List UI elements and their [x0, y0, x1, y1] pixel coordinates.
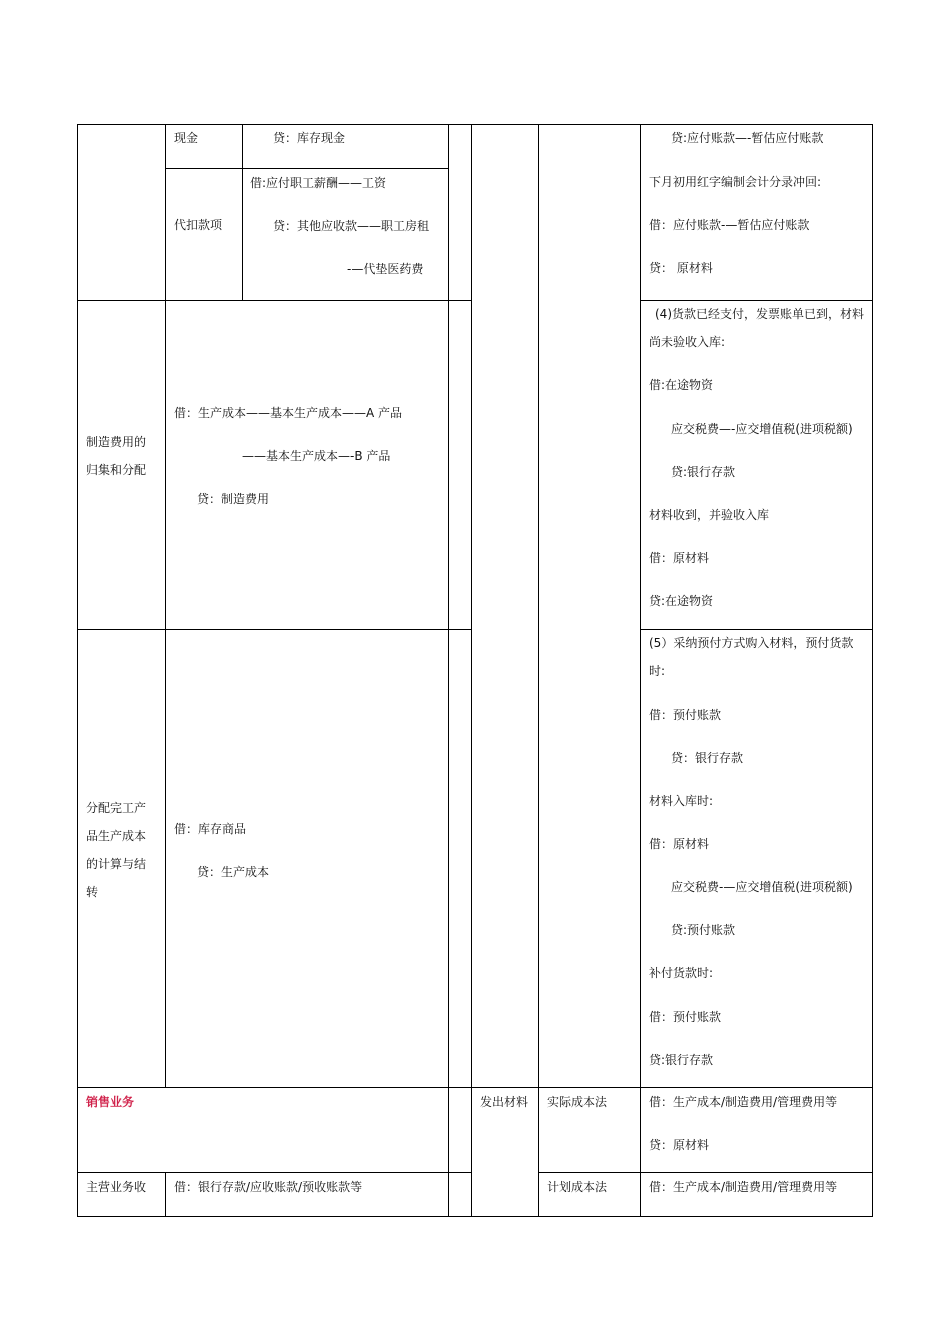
actual-cost-debit-entry: 借：生产成本/制造费用/管理费用等	[649, 1095, 838, 1109]
actual-cost-credit-entry: 贷：原材料	[649, 1138, 710, 1152]
finished-goods-label: 分配完工产	[86, 801, 147, 815]
table-rule	[165, 124, 166, 1087]
entry-line: 贷:应付账款—-暂估应付账款	[671, 131, 824, 145]
table-rule	[471, 124, 472, 1217]
entry-line: 贷:在途物资	[649, 594, 714, 608]
table-rule	[242, 168, 448, 169]
entry-line: 借：预付账款	[649, 1010, 722, 1024]
overhead-label: 制造费用的	[86, 435, 147, 449]
overhead-credit-entry: 贷：制造费用	[197, 492, 270, 506]
entry-line: 应交税费-—应交增值税(进项税额)	[671, 880, 853, 894]
table-rule	[165, 1172, 166, 1217]
finished-debit-entry: 借：库存商品	[174, 822, 247, 836]
entry-line: 补付货款时:	[649, 966, 714, 980]
table-rule	[242, 124, 243, 300]
table-rule	[448, 124, 449, 1217]
entry-line: 贷：银行存款	[671, 751, 744, 765]
overhead-debit-entry: 借：生产成本——基本生产成本——A 产品	[174, 406, 403, 420]
table-rule	[538, 124, 539, 1217]
withhold-credit-entry-2: -—代垫医药费	[347, 262, 424, 276]
entry-line: 借：应付账款-—暂估应付账款	[649, 218, 810, 232]
entry-line: 借：原材料	[649, 551, 710, 565]
finished-goods-label-3: 的计算与结	[86, 857, 147, 871]
table-border-right	[872, 124, 873, 1217]
table-rule	[77, 629, 471, 630]
main-revenue-debit-entry: 借：银行存款/应收账款/预收账款等	[174, 1180, 363, 1194]
table-border-top	[77, 124, 873, 125]
entry-line: 借：预付账款	[649, 708, 722, 722]
entry-line: 贷： 原材料	[649, 261, 713, 275]
sales-section-heading: 销售业务	[86, 1095, 135, 1109]
withhold-credit-entry: 贷：其他应收款——职工房租	[273, 219, 430, 233]
entry-line: 应交税费—-应交增值税(进项税额)	[671, 422, 853, 436]
withhold-label: 代扣款项	[174, 218, 223, 232]
entry-line: (5）采纳预付方式购入材料，预付货款	[649, 636, 854, 650]
table-rule	[640, 300, 873, 301]
entry-line: (4)货款已经支付，发票账单已到，材料	[655, 307, 864, 321]
withhold-debit-entry: 借:应付职工薪酬——工资	[250, 176, 387, 190]
actual-cost-method-label: 实际成本法	[547, 1095, 608, 1109]
entry-line: 贷:预付账款	[671, 923, 736, 937]
table-rule	[538, 1172, 873, 1173]
cash-label: 现金	[174, 131, 199, 145]
entry-line: 时:	[649, 664, 666, 678]
entry-line: 下月初用红字编制会计分录冲回:	[649, 175, 822, 189]
table-border-left	[77, 124, 78, 1217]
finished-goods-label-2: 品生产成本	[86, 829, 147, 843]
table-border-bottom	[77, 1216, 873, 1217]
entry-line: 贷:银行存款	[649, 1053, 714, 1067]
entry-line: 材料入库时:	[649, 794, 714, 808]
finished-goods-label-4: 转	[86, 885, 99, 899]
table-rule	[77, 1172, 471, 1173]
entry-line: 贷:银行存款	[671, 465, 736, 479]
table-rule	[77, 1087, 873, 1088]
table-rule	[77, 300, 471, 301]
table-rule	[640, 629, 873, 630]
finished-credit-entry: 贷：生产成本	[197, 865, 270, 879]
entry-line: 借:在途物资	[649, 378, 714, 392]
entry-line: 尚未验收入库:	[649, 335, 726, 349]
overhead-label-2: 归集和分配	[86, 463, 147, 477]
entry-line: 借：原材料	[649, 837, 710, 851]
overhead-debit-entry-2: ——基本生产成本—-B 产品	[242, 449, 391, 463]
entry-line: 材料收到，并验收入库	[649, 508, 770, 522]
planned-cost-method-label: 计划成本法	[547, 1180, 608, 1194]
planned-cost-debit-entry: 借：生产成本/制造费用/管理费用等	[649, 1180, 838, 1194]
main-revenue-label: 主营业务收	[86, 1180, 147, 1194]
table-rule	[640, 124, 641, 1217]
cash-credit-entry: 贷：库存现金	[273, 131, 346, 145]
table-rule	[165, 168, 242, 169]
issue-materials-label: 发出材料	[480, 1095, 529, 1109]
